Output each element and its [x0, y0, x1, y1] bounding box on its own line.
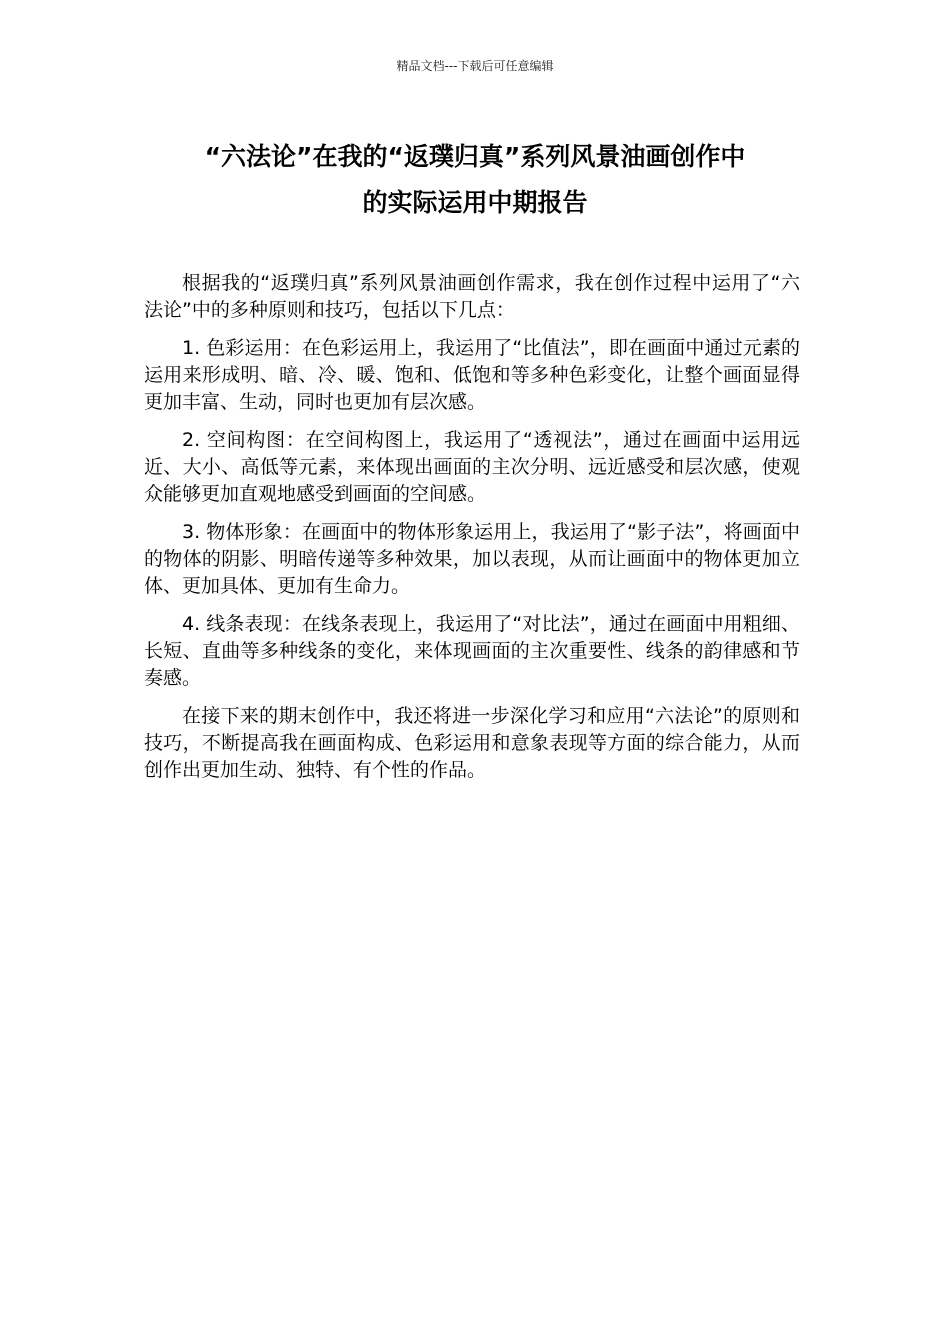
line-expression-paragraph: 4. 线条表现：在线条表现上，我运用了“对比法”，通过在画面中用粗细、长短、直曲等多种线条的变化，来体现画面的主次重要性、线条的韵律感和节奏感。	[144, 613, 800, 689]
conclusion-paragraph: 在接下来的期末创作中，我还将进一步深化学习和应用“六法论”的原则和技巧，不断提高我在画面构成、色彩运用和意象表现等方面的综合能力，从而创作出更加生动、独特、有个性的作品。	[144, 705, 800, 781]
intro-paragraph: 根据我的“返璞归真”系列风景油画创作需求，我在创作过程中运用了“六法论”中的多种原则和技巧，包括以下几点：	[144, 272, 800, 321]
color-usage-paragraph: 1. 色彩运用：在色彩运用上，我运用了“比值法”，即在画面中通过元素的运用来形成明、暗、冷、暖、饱和、低饱和等多种色彩变化，让整个画面显得更加丰富、生动，同时也更加有层次感。	[144, 337, 800, 413]
spatial-composition-paragraph: 2. 空间构图：在空间构图上，我运用了“透视法”，通过在画面中运用远近、大小、高低等元素，来体现出画面的主次分明、远近感受和层次感，使观众能够更加直观地感受到画面的空间感。	[144, 429, 800, 505]
object-image-paragraph: 3. 物体形象：在画面中的物体形象运用上，我运用了“影子法”，将画面中的物体的阴影、明暗传递等多种效果，加以表现，从而让画面中的物体更加立体、更加具体、更加有生命力。	[144, 521, 800, 597]
document-title-line-1: “六法论”在我的“返璞归真”系列风景油画创作中	[204, 142, 746, 171]
page-header: 精品文档---下载后可任意编辑	[396, 59, 554, 73]
document-title-line-2: 的实际运用中期报告	[362, 188, 588, 217]
document-title	[120, 134, 830, 226]
document-body	[144, 270, 800, 795]
